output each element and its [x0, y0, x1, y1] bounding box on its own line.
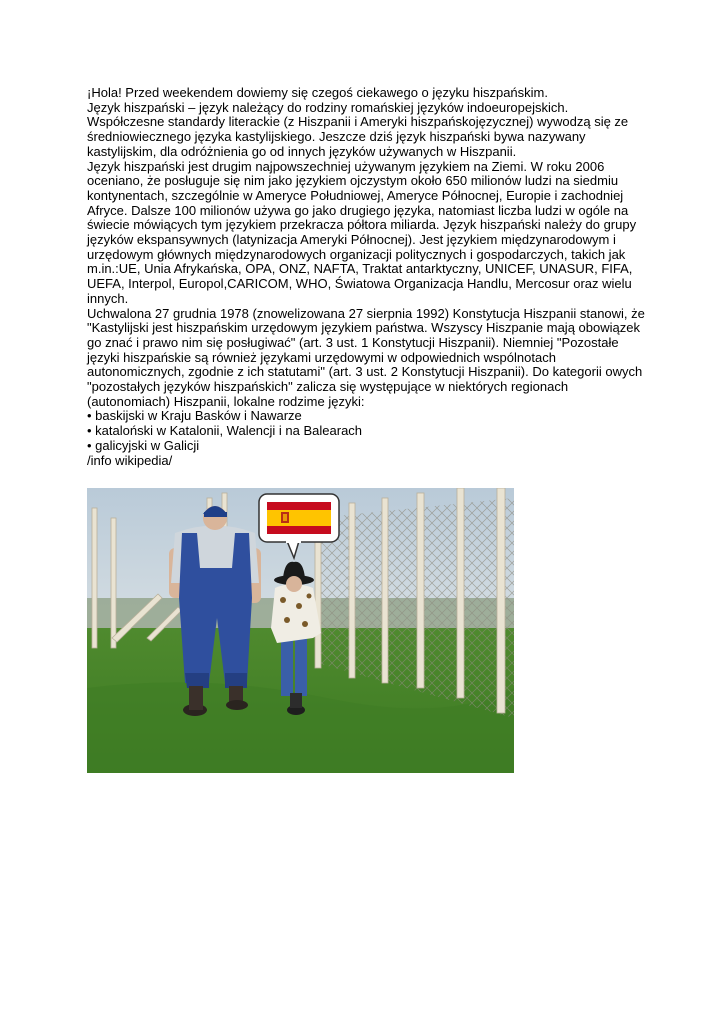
language-item-galician: • galicyjski w Galicji	[87, 437, 200, 453]
family-paragraph: Język hiszpański – język należący do rodziny romańskiej języków indoeuropejskich.	[87, 99, 569, 115]
language-item-basque: • baskijski w Kraju Basków i Nawarze	[87, 408, 302, 424]
language-item-catalan: • kataloński w Katalonii, Walencji i na Balearach	[87, 423, 363, 439]
origin-paragraph: Współczesne standardy literackie (z Hiszpanii i Ameryki hiszpańskojęzycznej) wywodzą się ze średniowiecznego języka kastylijskiego. Jeszcze dziś język hiszpański bywa nazywany kastylijskim, dla odróżnienia go od innych języków używanych w Hiszpanii.	[87, 114, 629, 159]
source-note: /info wikipedia/	[87, 452, 173, 468]
intro-paragraph: ¡Hola! Przed weekendem dowiemy się czegoś ciekawego o języku hiszpańskim.	[87, 85, 548, 100]
article-text	[87, 86, 647, 468]
photo-man-and-boy-with-spanish-flag	[87, 488, 514, 773]
spanish-flag-icon	[267, 502, 331, 534]
popularity-paragraph: Język hiszpański jest drugim najpowszechniej używanym językiem na Ziemi. W roku 2006 oceniano, że posługuje się nim jako językiem ojczystym około 650 milionów ludzi na siedmiu kontynentach, szczególnie w Ameryce Południowej, Ameryce Północnej, Europie i zachodniej Afryce. Dalsze 100 milionów używa go jako drugiego języka, natomiast liczba ludzi w ogóle na świecie mówiących tym językiem przekracza półtora miliarda. Język hiszpański należy do grupy języków ekspansywnych (latynizacja Ameryki Północnej). Jest językiem międzynarodowym i urzędowym głównych międzynarodowych organizacji politycznych i gospodarczych, takich jak m.in.:UE, Unia Afrykańska, OPA, ONZ, NAFTA, Traktat antarktyczny, UNICEF, UNASUR, FIFA, UEFA, Interpol, Europol,CARICOM, WHO, Światowa Organizacja Handlu, Mercosur oraz wielu innych.	[87, 158, 637, 306]
constitution-paragraph: Uchwalona 27 grudnia 1978 (znowelizowana 27 sierpnia 1992) Konstytucja Hiszpanii stanowi, że "Kastylijski jest hiszpańskim urzędowym językiem państwa. Wszyscy Hiszpanie mają obowiązek go znać i prawo nim się posługiwać" (art. 3 ust. 1 Konstytucji Hiszpanii). Niemniej "Pozostałe języki hiszpańskie są również językami urzędowymi w odpowiednich wspólnotach autonomicznych, zgodnie z ich statutami" (art. 3 ust. 2 Konstytucji Hiszpanii). Do kategorii owych "pozostałych języków hiszpańskich" zalicza się występujące w niektórych regionach (autonomiach) Hiszpanii, lokalne rodzime języki:	[87, 305, 645, 409]
